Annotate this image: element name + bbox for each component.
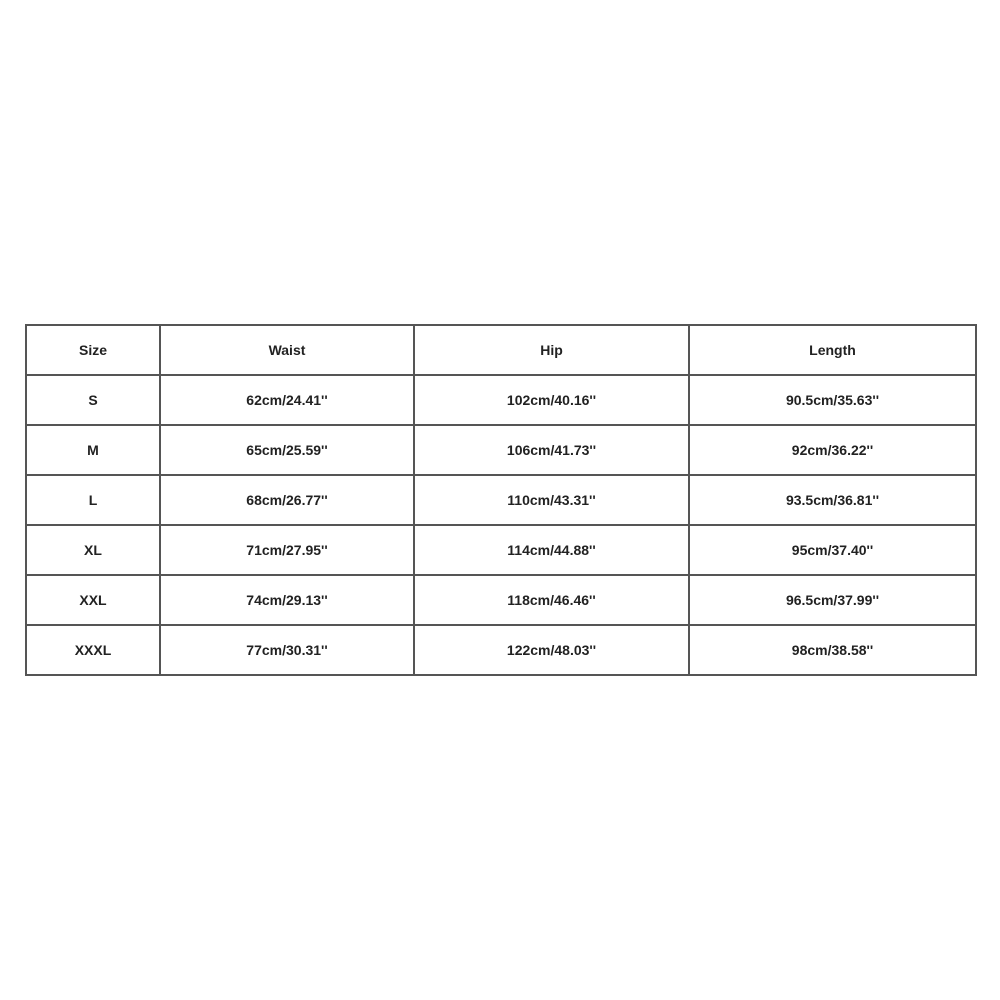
cell-waist: 65cm/25.59'' [160,425,414,475]
cell-hip: 102cm/40.16'' [414,375,689,425]
cell-hip: 118cm/46.46'' [414,575,689,625]
cell-length: 90.5cm/35.63'' [689,375,976,425]
table-row [26,425,976,475]
cell-hip: 106cm/41.73'' [414,425,689,475]
table-row [26,525,976,575]
cell-waist: 62cm/24.41'' [160,375,414,425]
table-row [26,575,976,625]
cell-size: L [26,475,160,525]
cell-hip: 114cm/44.88'' [414,525,689,575]
header-hip: Hip [414,325,689,375]
cell-waist: 74cm/29.13'' [160,575,414,625]
cell-hip: 122cm/48.03'' [414,625,689,675]
cell-waist: 71cm/27.95'' [160,525,414,575]
cell-length: 92cm/36.22'' [689,425,976,475]
table-row [26,625,976,675]
cell-length: 98cm/38.58'' [689,625,976,675]
cell-size: M [26,425,160,475]
table-row [26,475,976,525]
header-size: Size [26,325,160,375]
header-length: Length [689,325,976,375]
size-chart-table [25,324,977,676]
cell-hip: 110cm/43.31'' [414,475,689,525]
cell-size: XXL [26,575,160,625]
cell-size: XXXL [26,625,160,675]
table-header-row [26,325,976,375]
cell-waist: 68cm/26.77'' [160,475,414,525]
cell-waist: 77cm/30.31'' [160,625,414,675]
header-waist: Waist [160,325,414,375]
table-row [26,375,976,425]
cell-length: 96.5cm/37.99'' [689,575,976,625]
cell-size: XL [26,525,160,575]
cell-size: S [26,375,160,425]
cell-length: 95cm/37.40'' [689,525,976,575]
cell-length: 93.5cm/36.81'' [689,475,976,525]
